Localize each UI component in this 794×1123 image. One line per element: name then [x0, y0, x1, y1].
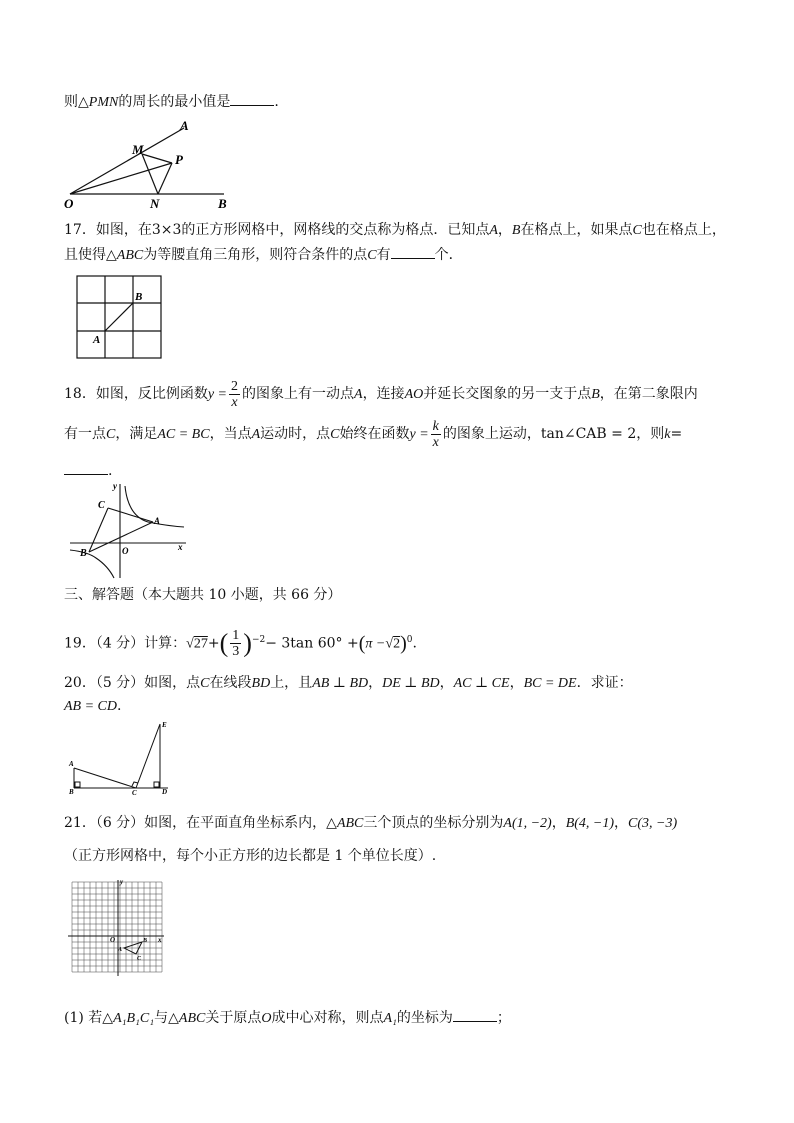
q18-line3: .: [64, 460, 112, 481]
q20-line2: AB = CD.: [64, 698, 122, 714]
label-y: y: [120, 878, 124, 886]
q18-line2: 有一点C，满足AC = BC，当点A运动时，点C始终在函数y = $\frac{k}{x}$ 的图象上运动，tan∠CAB = 2，则k=: [64, 418, 683, 450]
label-c: C: [137, 956, 142, 962]
q18-line1: 18．如图，反比例函数y = $\frac{2}{x}$ 的图象上有一动点A，连接AO并延长交图象的另一支于点B，在第二象限内: [64, 378, 698, 410]
q17-line1: 17．如图，在3×3的正方形网格中，网格线的交点称为格点．已知点A，B在格点上，如果点C也在格点上，: [64, 222, 726, 238]
label-b: B: [80, 548, 87, 559]
answer-blank: [64, 460, 108, 475]
label-b: B: [143, 938, 148, 944]
label-o: O: [64, 196, 74, 210]
label-c: C: [98, 500, 105, 511]
figure-16: [62, 116, 242, 210]
answer-blank: [391, 244, 435, 259]
label-o: O: [110, 936, 116, 944]
q20-line1: 20．（5 分）如图，点C在线段BD上，且AB ⊥ BD，DE ⊥ BD，AC ⊥ CE，BC = DE．求证：: [64, 675, 633, 691]
q21-part1: (1) 若△A₁B₁C₁与△ABC关于原点O成中心对称，则点A₁的坐标为 ；: [64, 1007, 511, 1029]
label-x: x: [178, 542, 183, 552]
label-a: A: [93, 334, 101, 346]
figure-17: [74, 273, 164, 361]
answer-blank: [453, 1007, 497, 1022]
label-x: x: [158, 936, 162, 944]
label-a: A: [69, 760, 74, 768]
label-o: O: [122, 546, 129, 556]
q21-line2: （正方形网格中，每个小正方形的边长都是 1 个单位长度）.: [64, 848, 437, 864]
figure-20: [66, 720, 178, 796]
label-m: M: [132, 142, 144, 157]
label-d: D: [162, 788, 168, 796]
label-a: A: [180, 118, 189, 133]
figure-18: [68, 480, 190, 580]
section-3-title: 三、解答题（本大题共 10 小题，共 66 分）: [64, 587, 342, 603]
figure-21: [68, 878, 168, 978]
answer-blank: [230, 91, 274, 106]
label-b: B: [135, 291, 143, 303]
fraction-1-over-3: $\frac{1}{3}$: [232, 628, 240, 660]
label-c: C: [132, 789, 137, 796]
label-n: N: [150, 196, 160, 210]
label-b: B: [218, 196, 227, 210]
label-p: P: [175, 152, 183, 167]
q19-text: 19．（4 分）计算：√27+( $\frac{1}{3}$ )$^{-2}$− 3tan $60^\circ +(\pi -√2)^0$.: [64, 628, 417, 660]
q16-text: 则△PMN的周长的最小值是 .: [64, 91, 279, 113]
label-b: B: [69, 788, 74, 796]
curve-q3: [70, 550, 114, 578]
label-y: y: [113, 481, 117, 491]
q17-line2: 且使得△ABC为等腰直角三角形，则符合条件的点C有 个．: [64, 244, 463, 266]
label-a: A: [118, 947, 123, 953]
fraction-k-over-x: $\frac{k}{x}$: [432, 418, 439, 450]
q21-line1: 21．（6 分）如图，在平面直角坐标系内，△ABC三个顶点的坐标分别为A(1, −2)，B(4, −1)，C(3, −3): [64, 815, 678, 831]
label-e: E: [162, 721, 167, 729]
label-a: A: [154, 516, 161, 526]
fraction-2-over-x: $\frac{2}{x}$: [231, 378, 238, 410]
segment-ab: [105, 303, 133, 331]
